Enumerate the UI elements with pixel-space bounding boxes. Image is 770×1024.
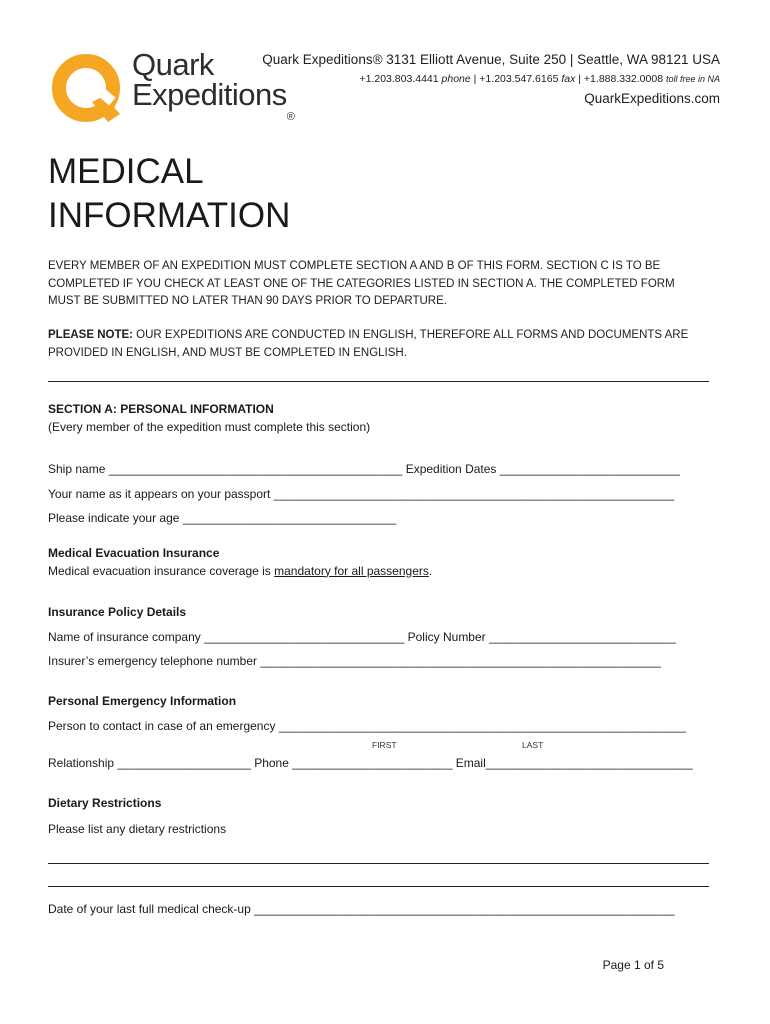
tollfree-label: toll free in NA [665,74,720,84]
evacuation-text-end: . [428,563,433,578]
policy-heading: Insurance Policy Details [48,605,187,619]
phone-field[interactable]: ________________________ [292,756,453,770]
evacuation-mandatory-text: mandatory for all passengers [274,563,429,578]
phone-label: Phone [250,756,293,770]
dietary-heading: Dietary Restrictions [48,796,162,810]
section-a-heading: SECTION A: PERSONAL INFORMATION [48,402,274,416]
insurer-phone-row [48,654,661,668]
title-line-1: MEDICAL [48,152,204,191]
relationship-row [48,756,693,770]
title-line-2: INFORMATION [48,196,291,235]
passport-name-label: Your name as it appears on your passport [48,487,274,501]
insurance-company-field[interactable]: ______________________________ [204,630,405,644]
contact-numbers [262,73,720,85]
note-label: PLEASE NOTE: [48,329,133,341]
passport-row [48,487,674,501]
passport-name-field[interactable]: ____________________________________________________________ [273,487,675,501]
checkup-label: Date of your last full medical check-up [48,902,255,916]
relationship-label: Relationship [48,756,118,770]
age-row [48,511,396,525]
insurer-phone-field[interactable]: ____________________________________________________________ [260,654,661,668]
emergency-contact-row [48,719,686,733]
company-website: QuarkExpeditions.com [584,91,720,106]
age-label: Please indicate your age [48,511,183,525]
page-number: Page 1 of 5 [602,958,664,972]
email-label: Email [452,756,486,770]
fax-label: fax [561,73,576,85]
insurance-row [48,630,676,644]
insurer-phone-label: Insurer’s emergency telephone number [48,654,261,668]
page-title [48,150,448,238]
fax-number: | +1.203.547.6165 [473,73,559,85]
company-address-block [262,52,720,106]
logo-registered-mark: ® [286,111,295,123]
note-paragraph [48,327,708,362]
first-name-caption: FIRST [372,740,397,750]
emergency-contact-label: Person to contact in case of an emergency [48,719,279,733]
evacuation-insurance-block [48,545,432,580]
ship-row [48,462,680,476]
phone-number: +1.203.803.4441 [359,73,439,85]
phone-label: phone [441,73,471,85]
policy-number-field[interactable]: ____________________________ [489,630,676,644]
ship-name-field[interactable]: ____________________________________________ [108,462,403,476]
section-a-subheading: (Every member of the expedition must complete this section) [48,419,371,434]
insurance-company-label: Name of insurance company [48,630,205,644]
expedition-dates-field[interactable]: ___________________________ [499,462,680,476]
divider [48,381,709,382]
company-address: Quark Expeditions® 3131 Elliott Avenue, Suite 250 | Seattle, WA 98121 USA [262,52,720,67]
logo-mark-icon [50,52,126,128]
emergency-heading: Personal Emergency Information [48,694,237,708]
dietary-answer-line-1[interactable] [48,863,709,864]
email-field[interactable]: _______________________________ [485,756,693,770]
evacuation-text: Medical evacuation insurance coverage is [48,563,275,578]
emergency-contact-field[interactable]: _____________________________________________________________ [278,719,686,733]
logo-line-1: Quark [132,47,214,82]
logo-line-2: Expeditions [132,77,287,112]
expedition-dates-label: Expedition Dates [402,462,500,476]
intro-paragraph: EVERY MEMBER OF AN EXPEDITION MUST COMPLETE SECTION A AND B OF THIS FORM. SECTION C IS TO BE COMPLETED IF YOU CHECK AT LEAST ONE OF THE CATEGORIES LISTED IN SECTION A. THE COMPLETED FORM MUST BE SUBMITTED NO LATER THAN 90 DAYS PRIOR TO DEPARTURE. [48,260,675,307]
policy-number-label: Policy Number [404,630,489,644]
relationship-field[interactable]: ____________________ [117,756,251,770]
checkup-field[interactable]: _______________________________________________________________ [254,902,675,916]
checkup-row [48,902,675,916]
tollfree-number: | +1.888.332.0008 [578,73,664,85]
dietary-text: Please list any dietary restrictions [48,822,227,836]
dietary-answer-line-2[interactable] [48,886,709,887]
age-field[interactable]: ________________________________ [182,511,397,525]
evacuation-heading: Medical Evacuation Insurance [48,546,220,560]
note-text: OUR EXPEDITIONS ARE CONDUCTED IN ENGLISH, THEREFORE ALL FORMS AND DOCUMENTS ARE PROVIDED IN ENGLISH, AND MUST BE COMPLETED IN ENGLISH. [48,329,689,359]
ship-name-label: Ship name [48,462,109,476]
section-a-header [48,401,370,436]
last-name-caption: LAST [522,740,544,750]
